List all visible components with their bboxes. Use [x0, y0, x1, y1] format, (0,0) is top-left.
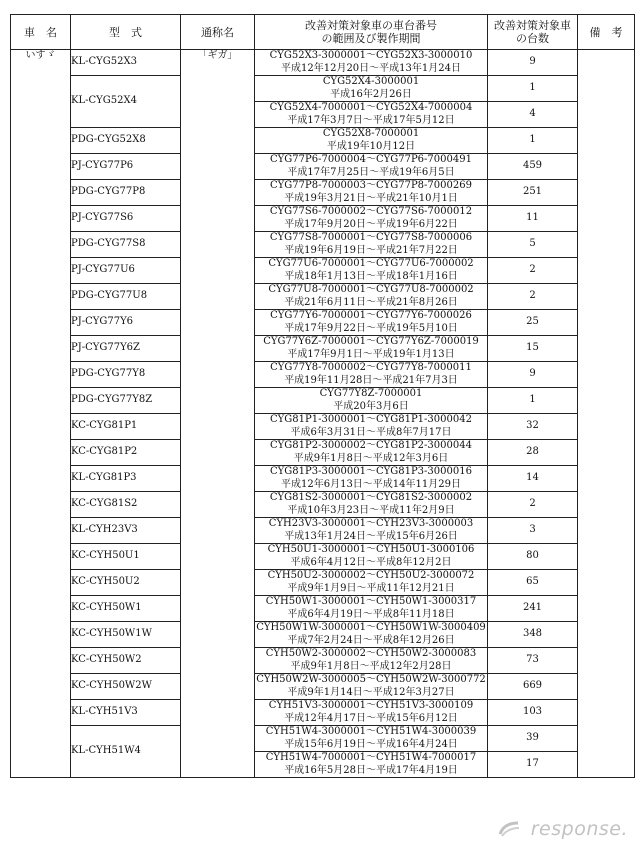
chassis-range: CYH50U1-3000001～CYH50U1-3000106: [267, 544, 475, 555]
chassis-range: CYH51W4-7000001～CYH51W4-7000017: [265, 752, 477, 763]
table-row: [11, 388, 635, 414]
header-range-line2: の範囲及び製作期間: [321, 32, 421, 45]
chassis-range: CYG52X4-3000001: [322, 76, 420, 87]
table-row: [11, 76, 635, 102]
chassis-range: CYH50W1-3000001～CYH50W1-3000317: [265, 596, 477, 607]
chassis-range: CYG77S8-7000001～CYG77S8-7000006: [269, 232, 473, 243]
count-cell: 241: [488, 596, 578, 622]
chassis-range: CYG81S2-3000001～CYG81S2-3000002: [269, 492, 473, 503]
model-cell: PJ-CYG77Y6Z: [71, 336, 181, 362]
range-cell: [255, 726, 488, 752]
model-cell: KC-CYH50W1W: [71, 622, 181, 648]
count-cell: 669: [488, 674, 578, 700]
model-cell: PDG-CYG77U8: [71, 284, 181, 310]
count-cell: 65: [488, 570, 578, 596]
range-cell: [255, 388, 488, 414]
count-cell: 17: [488, 752, 578, 778]
production-period: 平成12年4月17日～平成15年6月12日: [284, 712, 458, 724]
production-period: 平成12年12月20日～平成13年1月24日: [281, 62, 461, 74]
table-row: [11, 648, 635, 674]
header-range: [255, 15, 488, 50]
header-range-line1: 改善対策対象車の車台番号: [305, 19, 437, 32]
table-row: [11, 284, 635, 310]
range-cell: [255, 440, 488, 466]
model-cell: PDG-CYG77S8: [71, 232, 181, 258]
production-period: 平成17年9月1日～平成19年1月13日: [287, 348, 455, 360]
header-maker: 車 名: [11, 15, 71, 50]
count-cell: 1: [488, 76, 578, 102]
table-row: [11, 518, 635, 544]
recall-table: [10, 14, 635, 778]
chassis-range: CYG77Y6Z-7000001～CYG77Y6Z-7000019: [263, 336, 479, 347]
production-period: 平成17年9月22日～平成19年5月10日: [284, 322, 458, 334]
production-period: 平成19年6月19日～平成21年7月22日: [284, 244, 458, 256]
model-cell: KC-CYH50W2W: [71, 674, 181, 700]
table-row: [11, 440, 635, 466]
chassis-range: CYG77Y8-7000002～CYG77Y8-7000011: [270, 362, 472, 373]
chassis-range: CYG81P2-3000002～CYG81P2-3000044: [270, 440, 472, 451]
count-cell: 2: [488, 258, 578, 284]
table-row: [11, 544, 635, 570]
range-cell: [255, 544, 488, 570]
production-period: 平成9年1月8日～平成12年2月28日: [290, 660, 452, 672]
range-cell: [255, 232, 488, 258]
range-cell: [255, 154, 488, 180]
production-period: 平成17年3月7日～平成17年5月12日: [287, 114, 455, 126]
table-row: [11, 310, 635, 336]
model-cell: KC-CYG81P2: [71, 440, 181, 466]
chassis-range: CYG77P6-7000004～CYG77P6-7000491: [270, 154, 472, 165]
range-cell: [255, 414, 488, 440]
model-cell: PJ-CYG77U6: [71, 258, 181, 284]
chassis-range: CYG52X4-7000001～CYG52X4-7000004: [269, 102, 473, 113]
chassis-range: CYG77Y6-7000001～CYG77Y6-7000026: [270, 310, 472, 321]
production-period: 平成17年7月25日～平成19年6月5日: [287, 166, 455, 178]
model-cell: KC-CYG81S2: [71, 492, 181, 518]
header-count-line1: 改善対策対象車: [494, 19, 571, 32]
production-period: 平成16年2月26日: [330, 88, 412, 100]
model-cell: PDG-CYG77Y8Z: [71, 388, 181, 414]
range-cell: [255, 518, 488, 544]
model-cell: KL-CYG52X3: [71, 50, 181, 76]
range-cell: [255, 206, 488, 232]
nickname-cell: 「ギガ」: [181, 50, 255, 778]
production-period: 平成13年1月24日～平成15年6月26日: [284, 530, 458, 542]
chassis-range: CYH51V3-3000001～CYH51V3-3000109: [268, 700, 474, 711]
count-cell: 80: [488, 544, 578, 570]
production-period: 平成20年3月6日: [333, 400, 409, 412]
model-cell: PJ-CYG77S6: [71, 206, 181, 232]
production-period: 平成9年1月14日～平成12年3月27日: [287, 686, 455, 698]
table-row: [11, 492, 635, 518]
production-period: 平成9年1月9日～平成11年12月21日: [287, 582, 455, 594]
table-row: [11, 336, 635, 362]
production-period: 平成12年6月13日～平成14年11月29日: [281, 478, 461, 490]
count-cell: 39: [488, 726, 578, 752]
table-row: [11, 362, 635, 388]
model-cell: KL-CYG81P3: [71, 466, 181, 492]
chassis-range: CYH50W2W-3000005～CYH50W2W-3000772: [256, 674, 486, 685]
model-cell: KC-CYH50W1: [71, 596, 181, 622]
table-row: [11, 674, 635, 700]
chassis-range: CYG77P8-7000003～CYG77P8-7000269: [270, 180, 472, 191]
table-row: [11, 700, 635, 726]
production-period: 平成6年4月12日～平成8年12月2日: [290, 556, 452, 568]
range-cell: [255, 128, 488, 154]
model-cell: KL-CYH51V3: [71, 700, 181, 726]
range-cell: [255, 180, 488, 206]
count-cell: 1: [488, 388, 578, 414]
count-cell: 103: [488, 700, 578, 726]
table-row: [11, 154, 635, 180]
model-cell: KC-CYH50W2: [71, 648, 181, 674]
model-cell: PJ-CYG77Y6: [71, 310, 181, 336]
range-cell: [255, 284, 488, 310]
header-count-line2: の台数: [516, 32, 549, 45]
header-count: [488, 15, 578, 50]
count-cell: 1: [488, 128, 578, 154]
production-period: 平成9年1月8日～平成12年3月6日: [293, 452, 449, 464]
range-cell: [255, 310, 488, 336]
range-cell: [255, 674, 488, 700]
model-cell: KC-CYH50U2: [71, 570, 181, 596]
count-cell: 5: [488, 232, 578, 258]
count-cell: 2: [488, 492, 578, 518]
chassis-range: CYG81P1-3000001～CYG81P1-3000042: [270, 414, 472, 425]
table-row: [11, 128, 635, 154]
count-cell: 2: [488, 284, 578, 310]
model-cell: PDG-CYG77Y8: [71, 362, 181, 388]
range-cell: [255, 752, 488, 778]
production-period: 平成6年4月19日～平成8年11月18日: [287, 608, 455, 620]
production-period: 平成10年3月23日～平成11年2月9日: [287, 504, 455, 516]
chassis-range: CYG81P3-3000001～CYG81P3-3000016: [270, 466, 472, 477]
header-remarks: 備 考: [578, 15, 635, 50]
range-cell: [255, 50, 488, 76]
range-cell: [255, 596, 488, 622]
count-cell: 9: [488, 50, 578, 76]
count-cell: 14: [488, 466, 578, 492]
header-nickname: 通称名: [181, 15, 255, 50]
chassis-range: CYG77U8-7000001～CYG77U8-7000002: [268, 284, 474, 295]
count-cell: 251: [488, 180, 578, 206]
model-cell: PDG-CYG52X8: [71, 128, 181, 154]
count-cell: 25: [488, 310, 578, 336]
chassis-range: CYG52X3-3000001～CYG52X3-3000010: [269, 50, 473, 61]
table-row: [11, 180, 635, 206]
response-logo-icon: [498, 820, 520, 838]
chassis-range: CYH50U2-3000002～CYH50U2-3000072: [267, 570, 475, 581]
model-cell: KC-CYG81P1: [71, 414, 181, 440]
maker-cell: いすゞ: [11, 50, 71, 778]
chassis-range: CYG77Y8Z-7000001: [319, 388, 423, 399]
table-row: [11, 206, 635, 232]
range-cell: [255, 258, 488, 284]
watermark: response.: [530, 818, 628, 840]
count-cell: 348: [488, 622, 578, 648]
table-body: [11, 50, 635, 778]
range-cell: [255, 76, 488, 102]
production-period: 平成15年6月19日～平成16年4月24日: [284, 738, 458, 750]
production-period: 平成7年2月24日～平成8年12月26日: [287, 634, 455, 646]
range-cell: [255, 570, 488, 596]
count-cell: 28: [488, 440, 578, 466]
chassis-range: CYG77U6-7000001～CYG77U6-7000002: [268, 258, 474, 269]
count-cell: 459: [488, 154, 578, 180]
table-row: [11, 466, 635, 492]
chassis-range: CYG52X8-7000001: [322, 128, 420, 139]
chassis-range: CYH23V3-3000001～CYH23V3-3000003: [268, 518, 474, 529]
production-period: 平成17年9月20日～平成19年6月22日: [284, 218, 458, 230]
model-cell: KL-CYG52X4: [71, 76, 181, 128]
chassis-range: CYH51W4-3000001～CYH51W4-3000039: [265, 726, 477, 737]
range-cell: [255, 362, 488, 388]
chassis-range: CYG77S6-7000002～CYG77S6-7000012: [269, 206, 473, 217]
model-cell: PJ-CYG77P6: [71, 154, 181, 180]
production-period: 平成18年1月13日～平成18年1月16日: [284, 270, 458, 282]
production-period: 平成21年6月11日～平成21年8月26日: [284, 296, 458, 308]
range-cell: [255, 648, 488, 674]
table-row: [11, 258, 635, 284]
count-cell: 9: [488, 362, 578, 388]
production-period: 平成19年10月12日: [326, 140, 416, 152]
table-row: [11, 232, 635, 258]
model-cell: PDG-CYG77P8: [71, 180, 181, 206]
table-row: [11, 726, 635, 752]
count-cell: 32: [488, 414, 578, 440]
range-cell: [255, 336, 488, 362]
range-cell: [255, 622, 488, 648]
range-cell: [255, 700, 488, 726]
production-period: 平成6年3月31日～平成8年7月17日: [290, 426, 452, 438]
count-cell: 73: [488, 648, 578, 674]
chassis-range: CYH50W1W-3000001～CYH50W1W-3000409: [256, 622, 486, 633]
model-cell: KC-CYH50U1: [71, 544, 181, 570]
model-cell: KL-CYH51W4: [71, 726, 181, 778]
count-cell: 11: [488, 206, 578, 232]
production-period: 平成19年11月28日～平成21年7月3日: [284, 374, 458, 386]
range-cell: [255, 102, 488, 128]
count-cell: 4: [488, 102, 578, 128]
count-cell: 3: [488, 518, 578, 544]
production-period: 平成16年5月28日～平成17年4月19日: [284, 764, 458, 776]
range-cell: [255, 466, 488, 492]
table-row: [11, 570, 635, 596]
header-model: 型 式: [71, 15, 181, 50]
chassis-range: CYH50W2-3000002～CYH50W2-3000083: [265, 648, 477, 659]
count-cell: 15: [488, 336, 578, 362]
table-row: [11, 622, 635, 648]
table-row: [11, 50, 635, 76]
range-cell: [255, 492, 488, 518]
model-cell: KL-CYH23V3: [71, 518, 181, 544]
table-row: [11, 414, 635, 440]
production-period: 平成19年3月21日～平成21年10月1日: [284, 192, 458, 204]
remarks-cell: [578, 50, 635, 778]
header-row: [11, 15, 635, 50]
table-row: [11, 596, 635, 622]
